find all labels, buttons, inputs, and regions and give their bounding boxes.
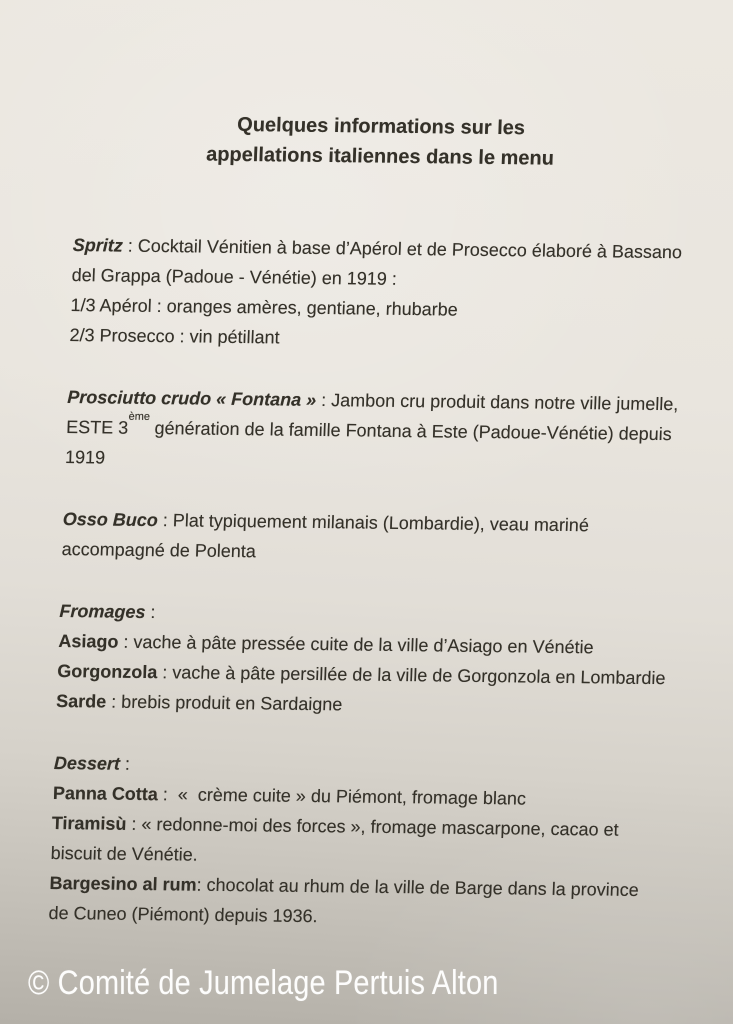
dessert-item-tiramisu-line-2: biscuit de Vénétie. [50,842,199,865]
asiago-desc: vache à pâte pressée cuite de la ville d’Asiago en Vénétie [133,631,594,658]
heading-fromages: Fromages [59,600,146,622]
separator: : [126,813,142,835]
copyright-watermark: © Comité de Jumelage Pertuis Alton [28,964,499,1002]
section-osso-buco [61,504,674,571]
osso-buco-line-2: accompagné de Polenta [61,538,257,562]
term-bargesino: Bargesino al rum [49,872,198,895]
separator: : [157,784,179,805]
sarde-desc: brebis produit en Sardaigne [120,691,343,715]
term-sarde: Sarde [55,690,107,712]
separator: : [156,662,173,683]
prosciutto-desc-2b: génération de la famille Fontana à Este (Padoue-Vénétie) depuis [149,417,673,445]
term-prosciutto: Prosciutto crudo « Fontana » [66,386,317,410]
separator: : [145,601,156,623]
title-line-1: Quelques informations sur les [236,113,526,140]
separator: : [122,235,139,256]
prosciutto-line-3: 1919 [64,446,106,468]
document-body [47,102,689,967]
term-panna-cotta: Panna Cotta [52,782,159,805]
document-title [76,108,686,175]
ordinal-superscript: ème [128,410,151,423]
spritz-line-4: 2/3 Prosecco : vin pétillant [69,324,280,348]
prosciutto-desc-2a: ESTE 3 [65,416,129,438]
title-line-2: appellations italiennes dans le menu [205,143,555,170]
osso-buco-desc-1: Plat typiquement milanais (Lombardie), veau mariné [172,510,590,536]
separator: : [105,691,122,712]
term-gorgonzola: Gorgonzola [56,660,158,683]
separator: : [118,631,134,652]
term-osso-buco: Osso Buco [62,508,159,531]
tiramisu-desc-1: « redonne-moi des forces », fromage mascarpone, cacao et [141,814,619,840]
panna-cotta-desc: « crème cuite » du Piémont, fromage blanc [177,784,527,809]
dessert-item-bargesino-line-2: de Cuneo (Piémont) depuis 1936. [48,902,319,927]
bargesino-desc-1: chocolat au rhum de la ville de Barge dans la province [206,874,640,900]
spritz-line-2: del Grappa (Padoue - Vénétie) en 1919 : [71,264,398,289]
term-spritz: Spritz [72,234,124,256]
separator: : [196,874,208,895]
spritz-desc-1: Cocktail Vénitien à base d’Apérol et de Prosecco élaboré à Bassano [137,235,683,263]
heading-dessert: Dessert [53,752,121,774]
term-asiago: Asiago [58,630,119,652]
prosciutto-desc-1: Jambon cru produit dans notre ville jumelle, [330,390,679,415]
separator: : [119,753,131,774]
section-spritz [69,230,684,357]
term-tiramisu: Tiramisù [51,812,127,834]
separator: : [315,389,332,411]
spritz-line-3: 1/3 Apérol : oranges amères, gentiane, rhubarbe [70,294,459,320]
separator: : [157,510,174,531]
section-prosciutto [65,382,679,479]
section-dessert [48,748,666,935]
gorgonzola-desc: vache à pâte persillée de la ville de Gorgonzola en Lombardie [171,662,666,689]
section-fromages [56,596,671,723]
